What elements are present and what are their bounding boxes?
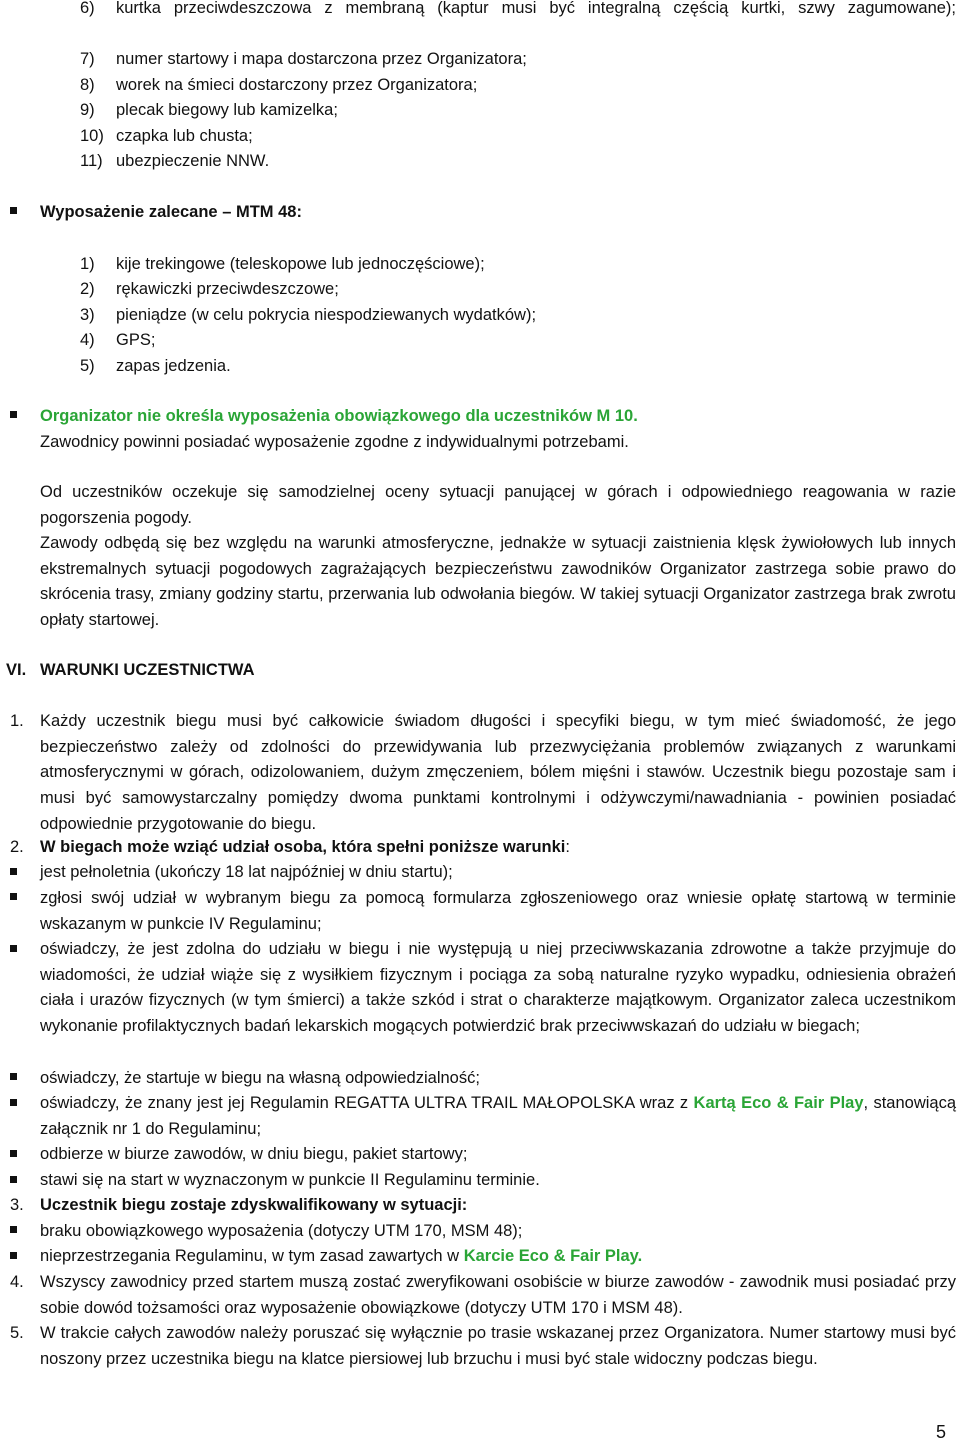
- list-item-11-number: 11): [80, 152, 103, 170]
- recommended-item-number: 1): [80, 255, 95, 273]
- condition-text: , stanowiącą załącznik nr 1 do Regulaminu;: [40, 1094, 956, 1138]
- recommended-item-number: 5): [80, 357, 95, 375]
- page-number: 5: [936, 1422, 947, 1442]
- recommended-item-text: zapas jedzenia.: [116, 357, 231, 375]
- point-2-number: 2.: [10, 838, 24, 856]
- point-1-text: Każdy uczestnik biegu musi być całkowicie świadom długości i specyfiki biegu, w tym mieć świadomość, że jego bezpieczeństwo zależy od zdolności do przewidywania lub przezwyciężania problemów związanych z warunkami atmosferycznymi w górach, odizolowaniem, dużym zmęczeniem, bólem mięśni i stawów. Uczestnik biegu pozostaje sam i musi być samowystarczalny pomiędzy dwoma punktami kontrolnymi i odżywczymi/nawadniania - powinien posiadać odpowiednie przygotowanie do biegu.: [40, 712, 956, 833]
- list-item-7-number: 7): [80, 50, 95, 68]
- condition-text: oświadczy, że znany jest jej Regulamin REGATTA ULTRA TRAIL MAŁOPOLSKA wraz z: [40, 1094, 694, 1112]
- point-2-condition: stawi się na start w wyznaczonym w punkcie II Regulaminu terminie.: [40, 1171, 540, 1189]
- m10-heading: Organizator nie określa wyposażenia obowiązkowego dla uczestników M 10.: [40, 407, 638, 425]
- recommended-item-text: GPS;: [116, 331, 156, 349]
- recommended-item-number: 3): [80, 306, 95, 324]
- point-2-heading-bold: W biegach może wziąć udział osoba, która spełni poniższe warunki: [40, 838, 566, 856]
- list-item-11-text: ubezpieczenie NNW.: [116, 152, 270, 170]
- bullet-icon: [10, 1150, 17, 1157]
- list-item-10-number: 10): [80, 127, 104, 145]
- point-2-heading: [40, 835, 956, 861]
- point-2-condition: odbierze w biurze zawodów, w dniu biegu, pakiet startowy;: [40, 1145, 468, 1163]
- recommended-item-number: 2): [80, 280, 95, 298]
- bullet-icon: [10, 207, 17, 214]
- point-2-condition: oświadczy, że jest zdolna do udziału w biegu i nie występują u niej przeciwwskazania zdrowotne a także przyjmuje do wiadomości, że udział wiąże się z wysiłkiem fizycznym i pociąga za sobą naturalne ryzyko wypadku, odniesienia obrażeń ciała i urazów fizycznych (w tym śmierci) a także szkód i strat o charakterze majątkowym. Organizator zaleca uczestnikom wykonanie profilaktycznych badań lekarskich mogących potwierdzić brak przeciwwskazań do udziału w biegach;: [40, 940, 956, 1036]
- m10-text: Zawodnicy powinni posiadać wyposażenie zgodne z indywidualnymi potrzebami.: [40, 433, 629, 451]
- list-item-9-text: plecak biegowy lub kamizelka;: [116, 101, 338, 119]
- recommended-heading: Wyposażenie zalecane – MTM 48:: [40, 203, 302, 221]
- bullet-icon: [10, 945, 17, 952]
- bullet-icon: [10, 1176, 17, 1183]
- recommended-item-text: kije trekingowe (teleskopowe lub jednoczęściowe);: [116, 255, 485, 273]
- bullet-icon: [10, 411, 17, 418]
- eco-fair-play-link: Karcie Eco & Fair Play.: [463, 1247, 643, 1265]
- section-title: WARUNKI UCZESTNICTWA: [40, 661, 255, 679]
- list-item-10-text: czapka lub chusta;: [116, 127, 253, 145]
- point-2-condition: zgłosi swój udział w wybranym biegu za pomocą formularza zgłoszeniowego oraz wniesie opłatę startową w terminie wskazanym w punkcie IV Regulaminu;: [40, 889, 956, 933]
- point-5-number: 5.: [10, 1324, 24, 1342]
- list-item-7-text: numer startowy i mapa dostarczona przez Organizatora;: [116, 50, 527, 68]
- section-number: VI.: [6, 661, 27, 679]
- point-3-condition-eco: [40, 1244, 956, 1270]
- recommended-item-number: 4): [80, 331, 95, 349]
- recommended-item-text: pieniądze (w celu pokrycia niespodziewanych wydatków);: [116, 306, 537, 324]
- bullet-icon: [10, 893, 17, 900]
- bullet-icon: [10, 868, 17, 875]
- condition-text: nieprzestrzegania Regulaminu, w tym zasad zawartych w: [40, 1247, 464, 1265]
- list-item-6-number: 6): [80, 0, 95, 17]
- point-4-number: 4.: [10, 1273, 24, 1291]
- point-2-condition: jest pełnoletnia (ukończy 18 lat najpóźniej w dniu startu);: [40, 863, 453, 881]
- bullet-icon: [10, 1073, 17, 1080]
- eco-fair-play-link: Kartą Eco & Fair Play: [693, 1094, 864, 1112]
- point-5-text: W trakcie całych zawodów należy poruszać się wyłącznie po trasie wskazanej przez Organizatora. Numer startowy musi być noszony przez uczestnika biegu na klatce piersiowej lub brzuchu i musi być stale widoczny podczas biegu.: [40, 1324, 956, 1368]
- list-item-6-text: kurtka przeciwdeszczowa z membraną (kaptur musi być integralną częścią kurtki, szwy zagumowane);: [116, 0, 956, 17]
- point-2-condition-regulations: [40, 1091, 956, 1142]
- list-item-8-number: 8): [80, 76, 95, 94]
- recommended-item-text: rękawiczki przeciwdeszczowe;: [116, 280, 339, 298]
- point-4-text: Wszyscy zawodnicy przed startem muszą zostać zweryfikowani osobiście w biurze zawodów - zawodnik musi posiadać przy sobie dowód tożsamości oraz wyposażenie obowiązkowe (dotyczy UTM 170 i MSM 48).: [40, 1273, 956, 1317]
- point-3-condition: braku obowiązkowego wyposażenia (dotyczy UTM 170, MSM 48);: [40, 1222, 523, 1240]
- point-2-condition: oświadczy, że startuje w biegu na własną odpowiedzialność;: [40, 1069, 480, 1087]
- point-3-heading: Uczestnik biegu zostaje zdyskwalifikowany w sytuacji:: [40, 1196, 468, 1214]
- bullet-icon: [10, 1099, 17, 1106]
- list-item-8-text: worek na śmieci dostarczony przez Organizatora;: [116, 76, 478, 94]
- paragraph-self-assessment: Od uczestników oczekuje się samodzielnej oceny sytuacji panującej w górach i odpowiedniego reagowania w razie pogorszenia pogody.: [40, 483, 956, 527]
- list-item-9-number: 9): [80, 101, 95, 119]
- point-1-number: 1.: [10, 712, 24, 730]
- paragraph-weather: Zawody odbędą się bez względu na warunki atmosferyczne, jednakże w sytuacji zaistnienia klęsk żywiołowych lub innych ekstremalnych sytuacji pogodowych zagrażających bezpieczeństwu zawodników Organizator zastrzega sobie prawo do skrócenia trasy, zmiany godziny startu, przerwania lub odwołania biegów. W takiej sytuacji Organizator zastrzega brak zwrotu opłaty startowej.: [40, 534, 956, 630]
- point-3-number: 3.: [10, 1196, 24, 1214]
- point-2-heading-colon: :: [565, 838, 570, 856]
- bullet-icon: [10, 1226, 17, 1233]
- bullet-icon: [10, 1252, 17, 1259]
